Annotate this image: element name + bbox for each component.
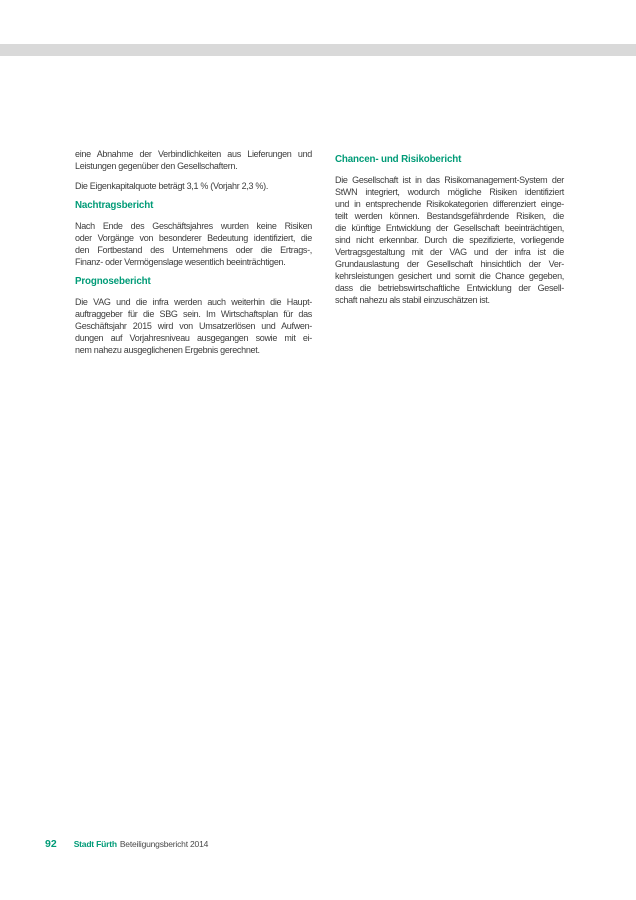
footer-text: [74, 839, 208, 849]
text-line: Geschäftsjahr 2015 wird von Umsatzerlösen und Aufwen-: [75, 321, 312, 331]
page-number: 92: [45, 838, 57, 850]
paragraph: [75, 148, 312, 172]
text-line: Die Eigenkapitalquote beträgt 3,1 % (Vorjahr 2,3 %).: [75, 181, 269, 191]
paragraph: [335, 174, 564, 306]
text-line: Finanz- oder Vermögenslage wesentlich beeinträchtigen.: [75, 257, 286, 267]
text-line: die künftige Entwicklung der Gesellschaft beeinträchtigen,: [335, 223, 564, 233]
text-line: kehrsleistungen gesichert und somit die Chance gegeben,: [335, 271, 564, 281]
text-line: dass die betriebswirtschaftliche Entwicklung der Gesell-: [335, 283, 564, 293]
paragraph: [75, 220, 312, 268]
paragraph: [75, 296, 312, 356]
text-line: oder Vorgänge von besonderer Bedeutung identifiziert, die: [75, 233, 312, 243]
text-line: Nach Ende des Geschäftsjahres wurden keine Risiken: [75, 221, 312, 231]
text-line: Grundauslastung der Gesellschaft hinsichtlich der Ver-: [335, 259, 564, 269]
text-line: Leistungen gegenüber den Gesellschaftern.: [75, 161, 238, 171]
text-line: Die VAG und die infra werden auch weiterhin die Haupt-: [75, 297, 312, 307]
text-line: und in entsprechende Risikokategorien differenziert einge-: [335, 199, 564, 209]
text-line: StWN integriert, wodurch mögliche Risiken identifiziert: [335, 187, 564, 197]
footer-brand: Stadt Fürth: [73, 839, 117, 849]
text-line: Vertragsgestaltung mit der VAG und der infra ist die: [335, 247, 564, 257]
text-line: eine Abnahme der Verbindlichkeiten aus Lieferungen und: [75, 149, 312, 159]
column-right: [335, 148, 564, 314]
header-bar: [0, 44, 636, 56]
paragraph: [75, 180, 312, 192]
section-heading: Nachtragsbericht: [75, 200, 154, 211]
text-line: nem nahezu ausgeglichenen Ergebnis gerechnet.: [75, 345, 260, 355]
text-line: dungen auf Vorjahresniveau ausgegangen sowie mit ei-: [75, 333, 312, 343]
text-line: teilt werden können. Bestandsgefährdende Risiken, die: [335, 211, 564, 221]
text-line: sind nicht erkennbar. Durch die spezifizierte, vorliegende: [335, 235, 564, 245]
section-heading: Chancen- und Risikobericht: [335, 154, 462, 165]
section-heading: Prognosebericht: [75, 276, 151, 287]
column-left: [75, 148, 312, 364]
footer-report-title: Beteiligungsbericht 2014: [119, 839, 209, 849]
page-footer: [45, 838, 605, 850]
text-line: Die Gesellschaft ist in das Risikomanagement-System der: [335, 175, 564, 185]
text-line: schaft nahezu als stabil einzuschätzen ist.: [335, 295, 490, 305]
text-line: den Fortbestand des Unternehmens oder die Ertrags-,: [75, 245, 312, 255]
text-line: auftraggeber für die SBG sein. Im Wirtschaftsplan für das: [75, 309, 312, 319]
